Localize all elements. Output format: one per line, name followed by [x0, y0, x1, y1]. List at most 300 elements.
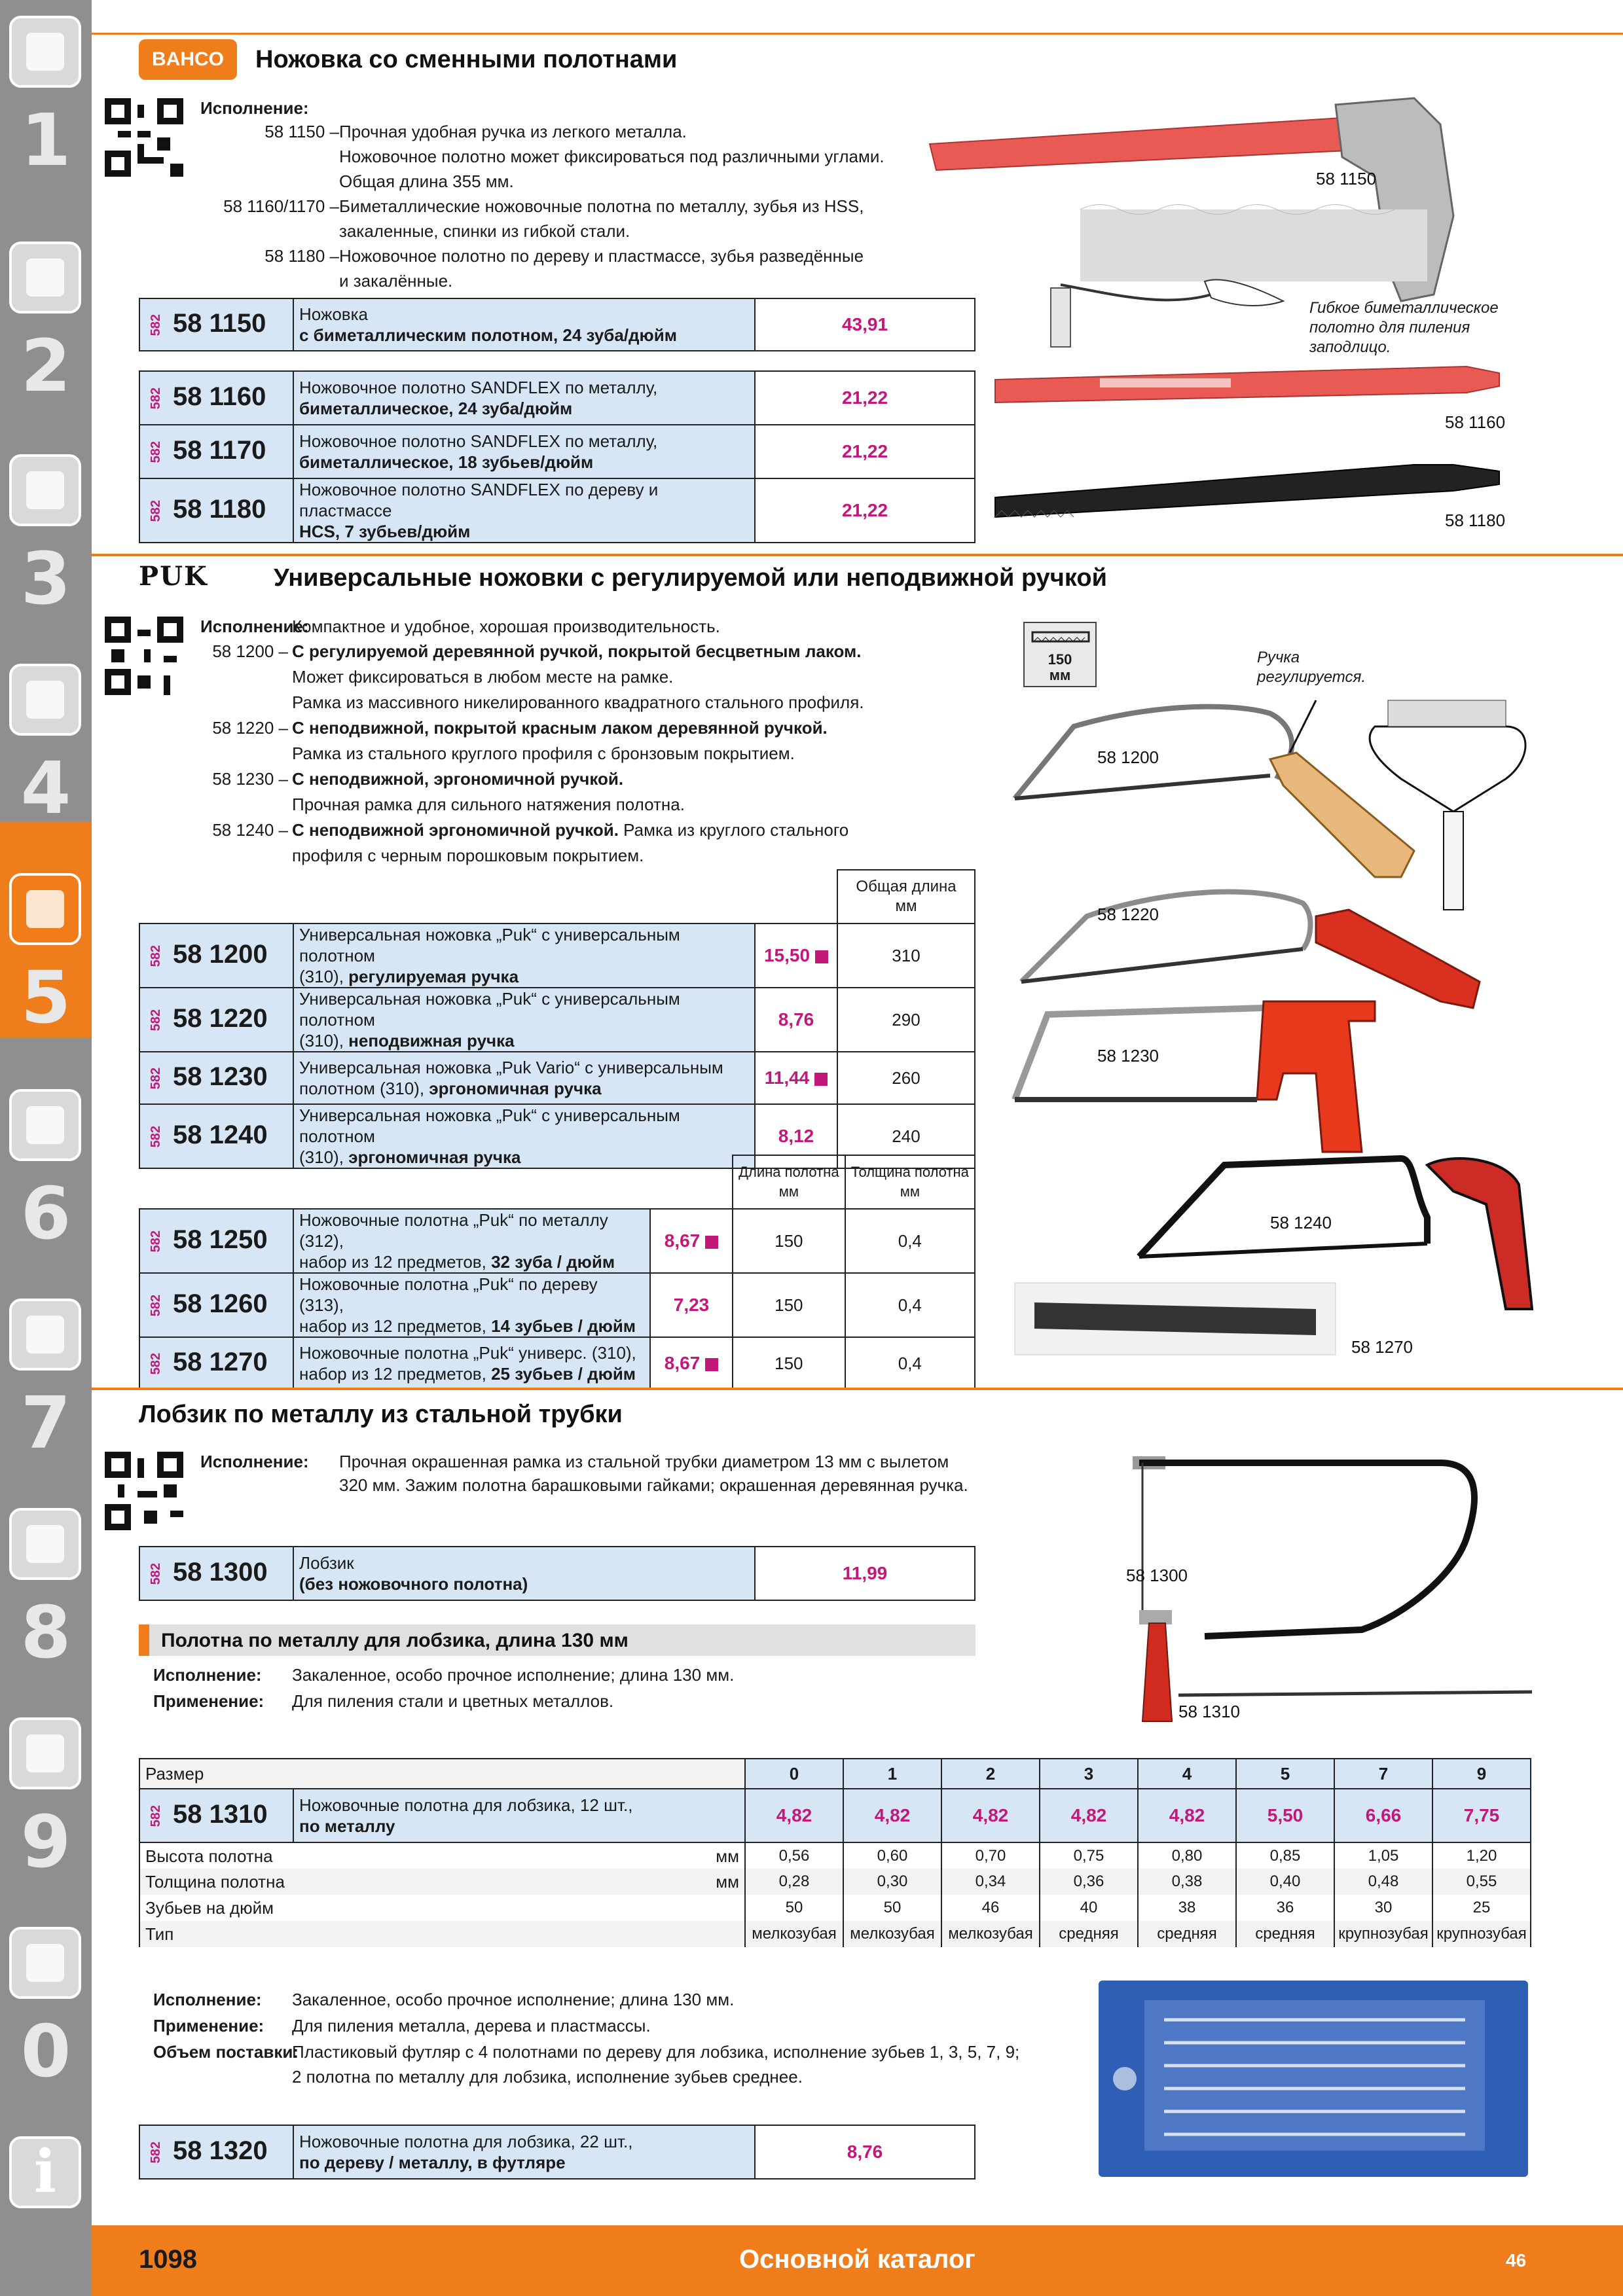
price-value: 8,12 — [778, 1126, 814, 1146]
safety-glasses-icon — [9, 1927, 81, 1999]
price — [650, 1209, 733, 1273]
desc-bold: С неподвижной, покрытой красным лаком деревянной ручкой. — [292, 718, 828, 738]
label-581270: 58 1270 — [1351, 1337, 1413, 1357]
spec-value: мелкозубая — [745, 1921, 843, 1947]
article-number: 58 1170 — [173, 436, 266, 465]
item-description — [293, 425, 755, 478]
tab-number: 8 — [20, 1590, 71, 1674]
desc-line-2: (310), — [299, 967, 349, 986]
item-description — [293, 371, 755, 425]
desc-code: 58 1150 – — [264, 122, 339, 141]
page-number: 1098 — [139, 2245, 197, 2274]
sidebar-tab-0[interactable] — [0, 1911, 92, 2121]
drill-bit-icon — [9, 16, 81, 88]
desc-code: 58 1220 – — [212, 718, 288, 738]
desc-line-1: Ножовочное полотно SANDFLEX по металлу, — [299, 378, 658, 397]
item-description — [293, 1273, 650, 1337]
desc-line-1: Универсальная ножовка „Puk Vario“ с универсальным — [299, 1058, 723, 1077]
col-header-unit: мм — [900, 1183, 920, 1200]
spec-value: 0,80 — [1138, 1842, 1236, 1869]
label-581200: 58 1200 — [1097, 747, 1159, 767]
desc-bold: С неподвижной эргономичной ручкой. — [292, 820, 619, 840]
item-description — [293, 1337, 650, 1390]
col-header-blade-thickness — [845, 1155, 975, 1209]
tab-number: 4 — [20, 746, 71, 830]
caliper-icon — [9, 664, 81, 736]
spec-value: средняя — [1138, 1921, 1236, 1947]
set-exec-text: Закаленное, особо прочное исполнение; длина 130 мм. — [292, 1990, 735, 2009]
desc-code: 58 1230 – — [212, 769, 288, 789]
col-header-blade-length — [733, 1155, 845, 1209]
desc-text: Прочная рамка для сильного натяжения полотна. — [292, 795, 685, 814]
spec-value: 50 — [745, 1895, 843, 1921]
desc-code: 58 1240 – — [212, 820, 288, 840]
article-code — [139, 425, 293, 478]
sub-use-label: Применение: — [153, 1691, 264, 1711]
new-item-marker-icon — [705, 1236, 718, 1249]
section1-title: Ножовка со сменными полотнами — [255, 46, 678, 73]
size-price: 4,82 — [1138, 1789, 1236, 1842]
desc-line-2: набор из 12 предметов, — [299, 1252, 492, 1272]
item-description — [293, 1547, 755, 1600]
label-581230: 58 1230 — [1097, 1046, 1159, 1066]
spec-value: 25 — [1432, 1895, 1531, 1921]
sidebar-tab-8[interactable] — [0, 1492, 92, 1702]
tab-number: 7 — [20, 1381, 71, 1465]
table-row[interactable] — [139, 1337, 975, 1390]
set-use-text: Для пиления металла, дерева и пластмассы. — [292, 2016, 651, 2036]
spec-value: 0,40 — [1236, 1869, 1334, 1895]
price — [650, 1337, 733, 1390]
desc-text: Ножовочное полотно по дереву и пластмассе, зубья разведённые — [339, 246, 864, 266]
article-number: 58 1320 — [173, 2136, 268, 2166]
spec-value: 30 — [1334, 1895, 1432, 1921]
price: 21,22 — [755, 478, 975, 543]
size-col: 2 — [941, 1759, 1040, 1789]
desc-line-2-bold: 32 зуба / дюйм — [491, 1252, 615, 1272]
label-581220: 58 1220 — [1097, 905, 1159, 924]
desc-code: 58 1180 – — [264, 246, 339, 266]
desc-code: 58 1160/1170 – — [223, 196, 339, 216]
size-price: 4,82 — [843, 1789, 941, 1842]
qr-code-icon — [105, 98, 183, 177]
size-price: 7,75 — [1432, 1789, 1531, 1842]
label-581150: 58 1150 — [1316, 169, 1377, 188]
sub-use-text: Для пиления стали и цветных металлов. — [292, 1691, 614, 1711]
blank-cell — [755, 870, 837, 924]
item-description — [293, 1052, 755, 1104]
label-581180: 58 1180 — [1445, 511, 1506, 530]
desc-line-1: Лобзик — [299, 1553, 354, 1573]
sidebar-tab-2[interactable] — [0, 226, 92, 435]
spec-value: 0,75 — [1040, 1842, 1138, 1869]
set-scope-line-2: 2 полотна по металлу для лобзика, исполнение зубьев среднее. — [292, 2067, 803, 2087]
table-row[interactable] — [139, 1273, 975, 1337]
article-code — [139, 988, 293, 1052]
tab-number: 3 — [20, 537, 71, 620]
saw-blade-icon — [9, 873, 81, 945]
price-table-puk-blades — [139, 1155, 976, 1390]
price-value: 7,23 — [673, 1295, 710, 1315]
group-prefix: 582 — [149, 2142, 163, 2164]
set-use-label: Применение: — [153, 2016, 264, 2036]
group-prefix: 582 — [149, 314, 163, 336]
set-exec-label: Исполнение: — [153, 1990, 262, 2009]
exec-line-1: Прочная окрашенная рамка из стальной трубки диаметром 13 мм с вылетом — [339, 1452, 949, 1471]
price-value: 8,67 — [664, 1230, 701, 1251]
blank-cell — [139, 870, 293, 924]
page-footer — [92, 2225, 1623, 2296]
spec-value: 1,05 — [1334, 1842, 1432, 1869]
section3-title: Лобзик по металлу из стальной трубки — [139, 1401, 623, 1428]
article-code — [139, 1052, 293, 1104]
desc-line-2-bold: неподвижная ручка — [348, 1031, 515, 1050]
spec-value: крупнозубая — [1432, 1921, 1531, 1947]
table-header-row — [139, 1155, 975, 1209]
col-header-unit: мм — [778, 1183, 799, 1200]
tab-number: 0 — [20, 2009, 71, 2093]
label-581300: 58 1300 — [1126, 1566, 1188, 1585]
tab-number: 6 — [20, 1172, 71, 1255]
article-number: 58 1310 — [173, 1800, 268, 1829]
spec-label: Высота полотна — [139, 1842, 293, 1869]
blade-length: 150 — [733, 1273, 845, 1337]
desc-line-2: по металлу — [299, 1816, 395, 1836]
col-header-unit: мм — [895, 897, 917, 915]
table-row[interactable] — [139, 924, 975, 988]
item-description — [293, 1789, 745, 1842]
article-code — [139, 1209, 293, 1273]
desc-text: Рамка из массивного никелированного квадратного стального профиля. — [292, 692, 864, 712]
sheet-number: 46 — [1506, 2250, 1527, 2270]
badge-length: 150 — [1048, 651, 1072, 668]
table-row[interactable] — [139, 425, 975, 478]
section-rule — [92, 33, 1623, 35]
section-rule — [92, 1388, 1623, 1390]
price-table-581150 — [139, 298, 976, 351]
blank-cell — [293, 870, 755, 924]
new-item-marker-icon — [814, 1073, 828, 1086]
spec-unit: мм — [293, 1869, 745, 1895]
size-col: 5 — [1236, 1759, 1334, 1789]
col-header-line: Толщина полотна — [850, 1164, 969, 1180]
sidebar-tab-6[interactable] — [0, 1073, 92, 1283]
price-value: 11,44 — [764, 1067, 810, 1088]
size-price: 4,82 — [745, 1789, 843, 1842]
note-line: заподлицо. — [1309, 338, 1391, 356]
desc-bold: С неподвижной, эргономичной ручкой. — [292, 769, 624, 789]
item-description — [293, 2125, 755, 2179]
article-number: 58 1270 — [173, 1348, 268, 1377]
desc-text: закаленные, спинки из гибкой стали. — [339, 221, 630, 241]
label-581310: 58 1310 — [1178, 1702, 1240, 1721]
spec-value: крупнозубая — [1334, 1921, 1432, 1947]
table-row[interactable] — [139, 1209, 975, 1273]
sidebar-tab-info[interactable] — [0, 2121, 92, 2296]
spec-unit — [293, 1895, 745, 1921]
exec-label: Исполнение: — [200, 1452, 309, 1471]
desc-line-2: (310), — [299, 1031, 349, 1050]
total-length: 290 — [837, 988, 975, 1052]
tool-holder-icon — [9, 454, 81, 526]
sub-exec-label: Исполнение: — [153, 1665, 262, 1685]
label-581160: 58 1160 — [1445, 412, 1506, 432]
group-prefix: 582 — [149, 1563, 163, 1585]
new-item-marker-icon — [705, 1358, 718, 1371]
article-number: 58 1300 — [173, 1558, 268, 1587]
spec-label: Зубьев на дюйм — [139, 1895, 293, 1921]
size-col: 0 — [745, 1759, 843, 1789]
new-item-marker-icon — [815, 950, 828, 963]
blade-length: 150 — [733, 1209, 845, 1273]
desc-line-2: HCS, 7 зубьев/дюйм — [299, 522, 471, 541]
article-number: 58 1160 — [173, 382, 266, 412]
spec-value: 0,55 — [1432, 1869, 1531, 1895]
tab-number: 5 — [20, 956, 71, 1039]
desc-line-2-bold: 25 зубьев / дюйм — [491, 1364, 636, 1384]
spec-row — [139, 1921, 1531, 1947]
spec-value: 0,34 — [941, 1869, 1040, 1895]
label-581240: 58 1240 — [1270, 1213, 1332, 1232]
qr-code-icon — [105, 617, 183, 695]
blank-cell — [139, 1155, 293, 1209]
desc-line-1: Ножовочное полотно SANDFLEX по дереву и пластмассе — [299, 480, 659, 520]
blank-cell — [293, 1155, 650, 1209]
desc-text: Биметаллические ножовочные полотна по металлу, зубья из HSS, — [339, 196, 864, 216]
spec-unit — [293, 1921, 745, 1947]
desc-text: Рамка из стального круглого профиля с бронзовым покрытием. — [292, 744, 795, 763]
table-row[interactable] — [139, 988, 975, 1052]
group-prefix: 582 — [149, 441, 163, 463]
desc-line-2-bold: 14 зубьев / дюйм — [491, 1316, 636, 1336]
article-number: 58 1200 — [173, 940, 268, 969]
desc-line-1: Ножовочное полотно SANDFLEX по металлу, — [299, 431, 658, 451]
blades-581160-581180-image — [995, 367, 1506, 524]
sidebar-tab-5[interactable] — [0, 857, 92, 1067]
desc-line-2-bold: регулируемая ручка — [348, 967, 519, 986]
puk-logo: PUK — [139, 561, 208, 592]
spec-row — [139, 1869, 1531, 1895]
note-line: полотно для пиления — [1309, 319, 1470, 336]
desc-line-2: с биметаллическим полотном, 24 зуба/дюйм — [299, 325, 677, 345]
size-label: Размер — [139, 1759, 745, 1789]
desc-line-2-bold: эргономичная ручка — [429, 1079, 602, 1098]
flexible-blade-note — [1309, 298, 1499, 357]
spec-value: мелкозубая — [941, 1921, 1040, 1947]
chapter-tab-strip — [0, 0, 92, 2296]
table-row[interactable] — [139, 1547, 975, 1600]
size-price: 5,50 — [1236, 1789, 1334, 1842]
spec-value: 0,60 — [843, 1842, 941, 1869]
desc-line-2: по дереву / металлу, в футляре — [299, 2153, 566, 2172]
price-table-blades — [139, 370, 976, 543]
spec-value: 0,56 — [745, 1842, 843, 1869]
price — [755, 924, 837, 988]
price: 8,76 — [755, 2125, 975, 2179]
spec-value: 46 — [941, 1895, 1040, 1921]
note-line: Ручка — [1257, 649, 1300, 666]
sidebar-tab-7[interactable] — [0, 1283, 92, 1492]
desc-line-2: набор из 12 предметов, — [299, 1316, 492, 1336]
sidebar-tab-1[interactable] — [0, 0, 92, 209]
item-description — [293, 298, 755, 351]
tab-number: 9 — [20, 1800, 71, 1884]
spec-value: 0,85 — [1236, 1842, 1334, 1869]
price-table-saws — [139, 869, 976, 1169]
spec-value: 0,70 — [941, 1842, 1040, 1869]
bahco-logo: BAHCO — [139, 39, 237, 80]
spec-value: 40 — [1040, 1895, 1138, 1921]
desc-line-1: Ножовочные полотна „Puk“ по металлу (312), — [299, 1210, 608, 1251]
price — [755, 1052, 837, 1104]
spec-value: средняя — [1236, 1921, 1334, 1947]
section-rule — [92, 554, 1623, 556]
article-code — [139, 371, 293, 425]
article-number: 58 1250 — [173, 1225, 268, 1255]
table-row[interactable] — [139, 298, 975, 351]
group-prefix: 582 — [149, 1353, 163, 1375]
item-description — [293, 988, 755, 1052]
group-prefix: 582 — [149, 387, 163, 410]
table-row[interactable] — [139, 1789, 1531, 1842]
price-value: 15,50 — [763, 945, 811, 965]
price: 43,91 — [755, 298, 975, 351]
desc-line-2-bold: эргономичная ручка — [348, 1147, 521, 1167]
note-line: регулируется. — [1257, 668, 1366, 686]
note-line: Гибкое биметаллическое — [1309, 299, 1499, 317]
blade-length-badge — [1023, 622, 1097, 687]
subsection-title: Полотна по металлу для лобзика, длина 130 мм — [161, 1630, 629, 1651]
tab-number: 2 — [20, 324, 71, 408]
item-description — [293, 478, 755, 543]
article-number: 58 1230 — [173, 1062, 268, 1092]
size-table-581310 — [139, 1758, 1531, 1947]
spec-value: 0,28 — [745, 1869, 843, 1895]
sub-exec-text: Закаленное, особо прочное исполнение; длина 130 мм. — [292, 1665, 735, 1685]
price-table-581300 — [139, 1546, 976, 1601]
spec-label: Толщина полотна — [139, 1869, 293, 1895]
catalog-title: Основной каталог — [739, 2245, 976, 2274]
cutting-insert-icon — [9, 242, 81, 314]
sidebar-tab-3[interactable] — [0, 439, 92, 648]
spec-row — [139, 1895, 1531, 1921]
set-scope-label: Объем поставки: — [153, 2042, 299, 2062]
group-prefix: 582 — [149, 1295, 163, 1317]
desc-text: профиля с черным порошковым покрытием. — [292, 846, 644, 865]
article-code — [139, 924, 293, 988]
size-price: 6,66 — [1334, 1789, 1432, 1842]
spec-value: 1,20 — [1432, 1842, 1531, 1869]
spec-value: 0,48 — [1334, 1869, 1432, 1895]
desc-line-2: (без ножовочного полотна) — [299, 1574, 528, 1594]
table-row[interactable] — [139, 2125, 975, 2179]
col-header-total-length — [837, 870, 975, 924]
sidebar-tab-9[interactable] — [0, 1702, 92, 1911]
table-row[interactable] — [139, 371, 975, 425]
article-number: 58 1240 — [173, 1121, 268, 1150]
desc-line-1: Универсальная ножовка „Puk“ с универсальным полотном — [299, 1105, 680, 1146]
spec-value: мелкозубая — [843, 1921, 941, 1947]
blade-thickness: 0,4 — [845, 1209, 975, 1273]
spec-value: 0,30 — [843, 1869, 941, 1895]
article-number: 58 1150 — [173, 309, 266, 338]
price-table-581320 — [139, 2125, 976, 2179]
toolbox-icon — [9, 1508, 81, 1580]
spec-value: 38 — [1138, 1895, 1236, 1921]
spec-row — [139, 1842, 1531, 1869]
size-col: 7 — [1334, 1759, 1432, 1789]
blade-set-case-image — [1099, 1981, 1528, 2177]
desc-line-2: биметаллическое, 24 зуба/дюйм — [299, 399, 573, 418]
group-prefix: 582 — [149, 1805, 163, 1827]
info-glyph: i — [33, 2137, 57, 2206]
price: 21,22 — [755, 425, 975, 478]
item-description — [293, 924, 755, 988]
exec-label: Исполнение: — [200, 98, 309, 118]
price: 21,22 — [755, 371, 975, 425]
desc-line-1: Универсальная ножовка „Puk“ с универсальным полотном — [299, 989, 680, 1030]
article-code — [139, 298, 293, 351]
price — [650, 1273, 733, 1337]
spec-label: Тип — [139, 1921, 293, 1947]
article-code — [139, 1337, 293, 1390]
desc-line-1: Ножовочные полотна „Puk“ по дереву (313), — [299, 1274, 598, 1315]
group-prefix: 582 — [149, 500, 163, 522]
exec-label: Исполнение: — [200, 617, 309, 636]
desc-text: Ножовочное полотно может фиксироваться под различными углами. — [339, 147, 884, 166]
price: 11,99 — [755, 1547, 975, 1600]
size-col: 1 — [843, 1759, 941, 1789]
sidebar-tab-4[interactable] — [0, 648, 92, 857]
group-prefix: 582 — [149, 1067, 163, 1090]
tab-number: 1 — [20, 98, 71, 182]
desc-code: 58 1200 – — [212, 641, 288, 661]
group-prefix: 582 — [149, 945, 163, 967]
subsection-bar — [139, 1624, 976, 1656]
cabinet-icon — [9, 1717, 81, 1789]
desc-line-2: (310), — [299, 1147, 349, 1167]
desc-text: и закалённые. — [339, 271, 453, 291]
article-code — [139, 1547, 293, 1600]
desc-line-1: Ножовочные полотна „Puk“ универс. (310), — [299, 1343, 636, 1363]
item-description — [293, 1209, 650, 1273]
desc-line-2: полотном (310), — [299, 1079, 429, 1098]
table-row[interactable] — [139, 478, 975, 543]
article-number: 58 1260 — [173, 1289, 268, 1319]
size-price: 4,82 — [941, 1789, 1040, 1842]
size-price: 4,82 — [1040, 1789, 1138, 1842]
blade-length: 150 — [733, 1337, 845, 1390]
size-col: 3 — [1040, 1759, 1138, 1789]
size-col: 4 — [1138, 1759, 1236, 1789]
article-code — [139, 478, 293, 543]
price-value: 8,76 — [778, 1009, 814, 1030]
article-code — [139, 2125, 293, 2179]
desc-line-1: Ножовка — [299, 304, 369, 324]
group-prefix: 582 — [149, 1230, 163, 1253]
desc-text: Рамка из круглого стального — [618, 820, 849, 840]
badge-unit: мм — [1049, 667, 1071, 683]
desc-bold: С регулируемой деревянной ручкой, покрытой бесцветным лаком. — [292, 641, 862, 661]
size-col: 9 — [1432, 1759, 1531, 1789]
desc-text: Может фиксироваться в любом месте на рамке. — [292, 667, 674, 687]
intro-text: Компактное и удобное, хорошая производительность. — [292, 617, 720, 636]
spec-value: 0,36 — [1040, 1869, 1138, 1895]
article-code — [139, 1789, 293, 1842]
article-code — [139, 1273, 293, 1337]
table-row[interactable] — [139, 1052, 975, 1104]
qr-code-icon — [105, 1452, 183, 1530]
